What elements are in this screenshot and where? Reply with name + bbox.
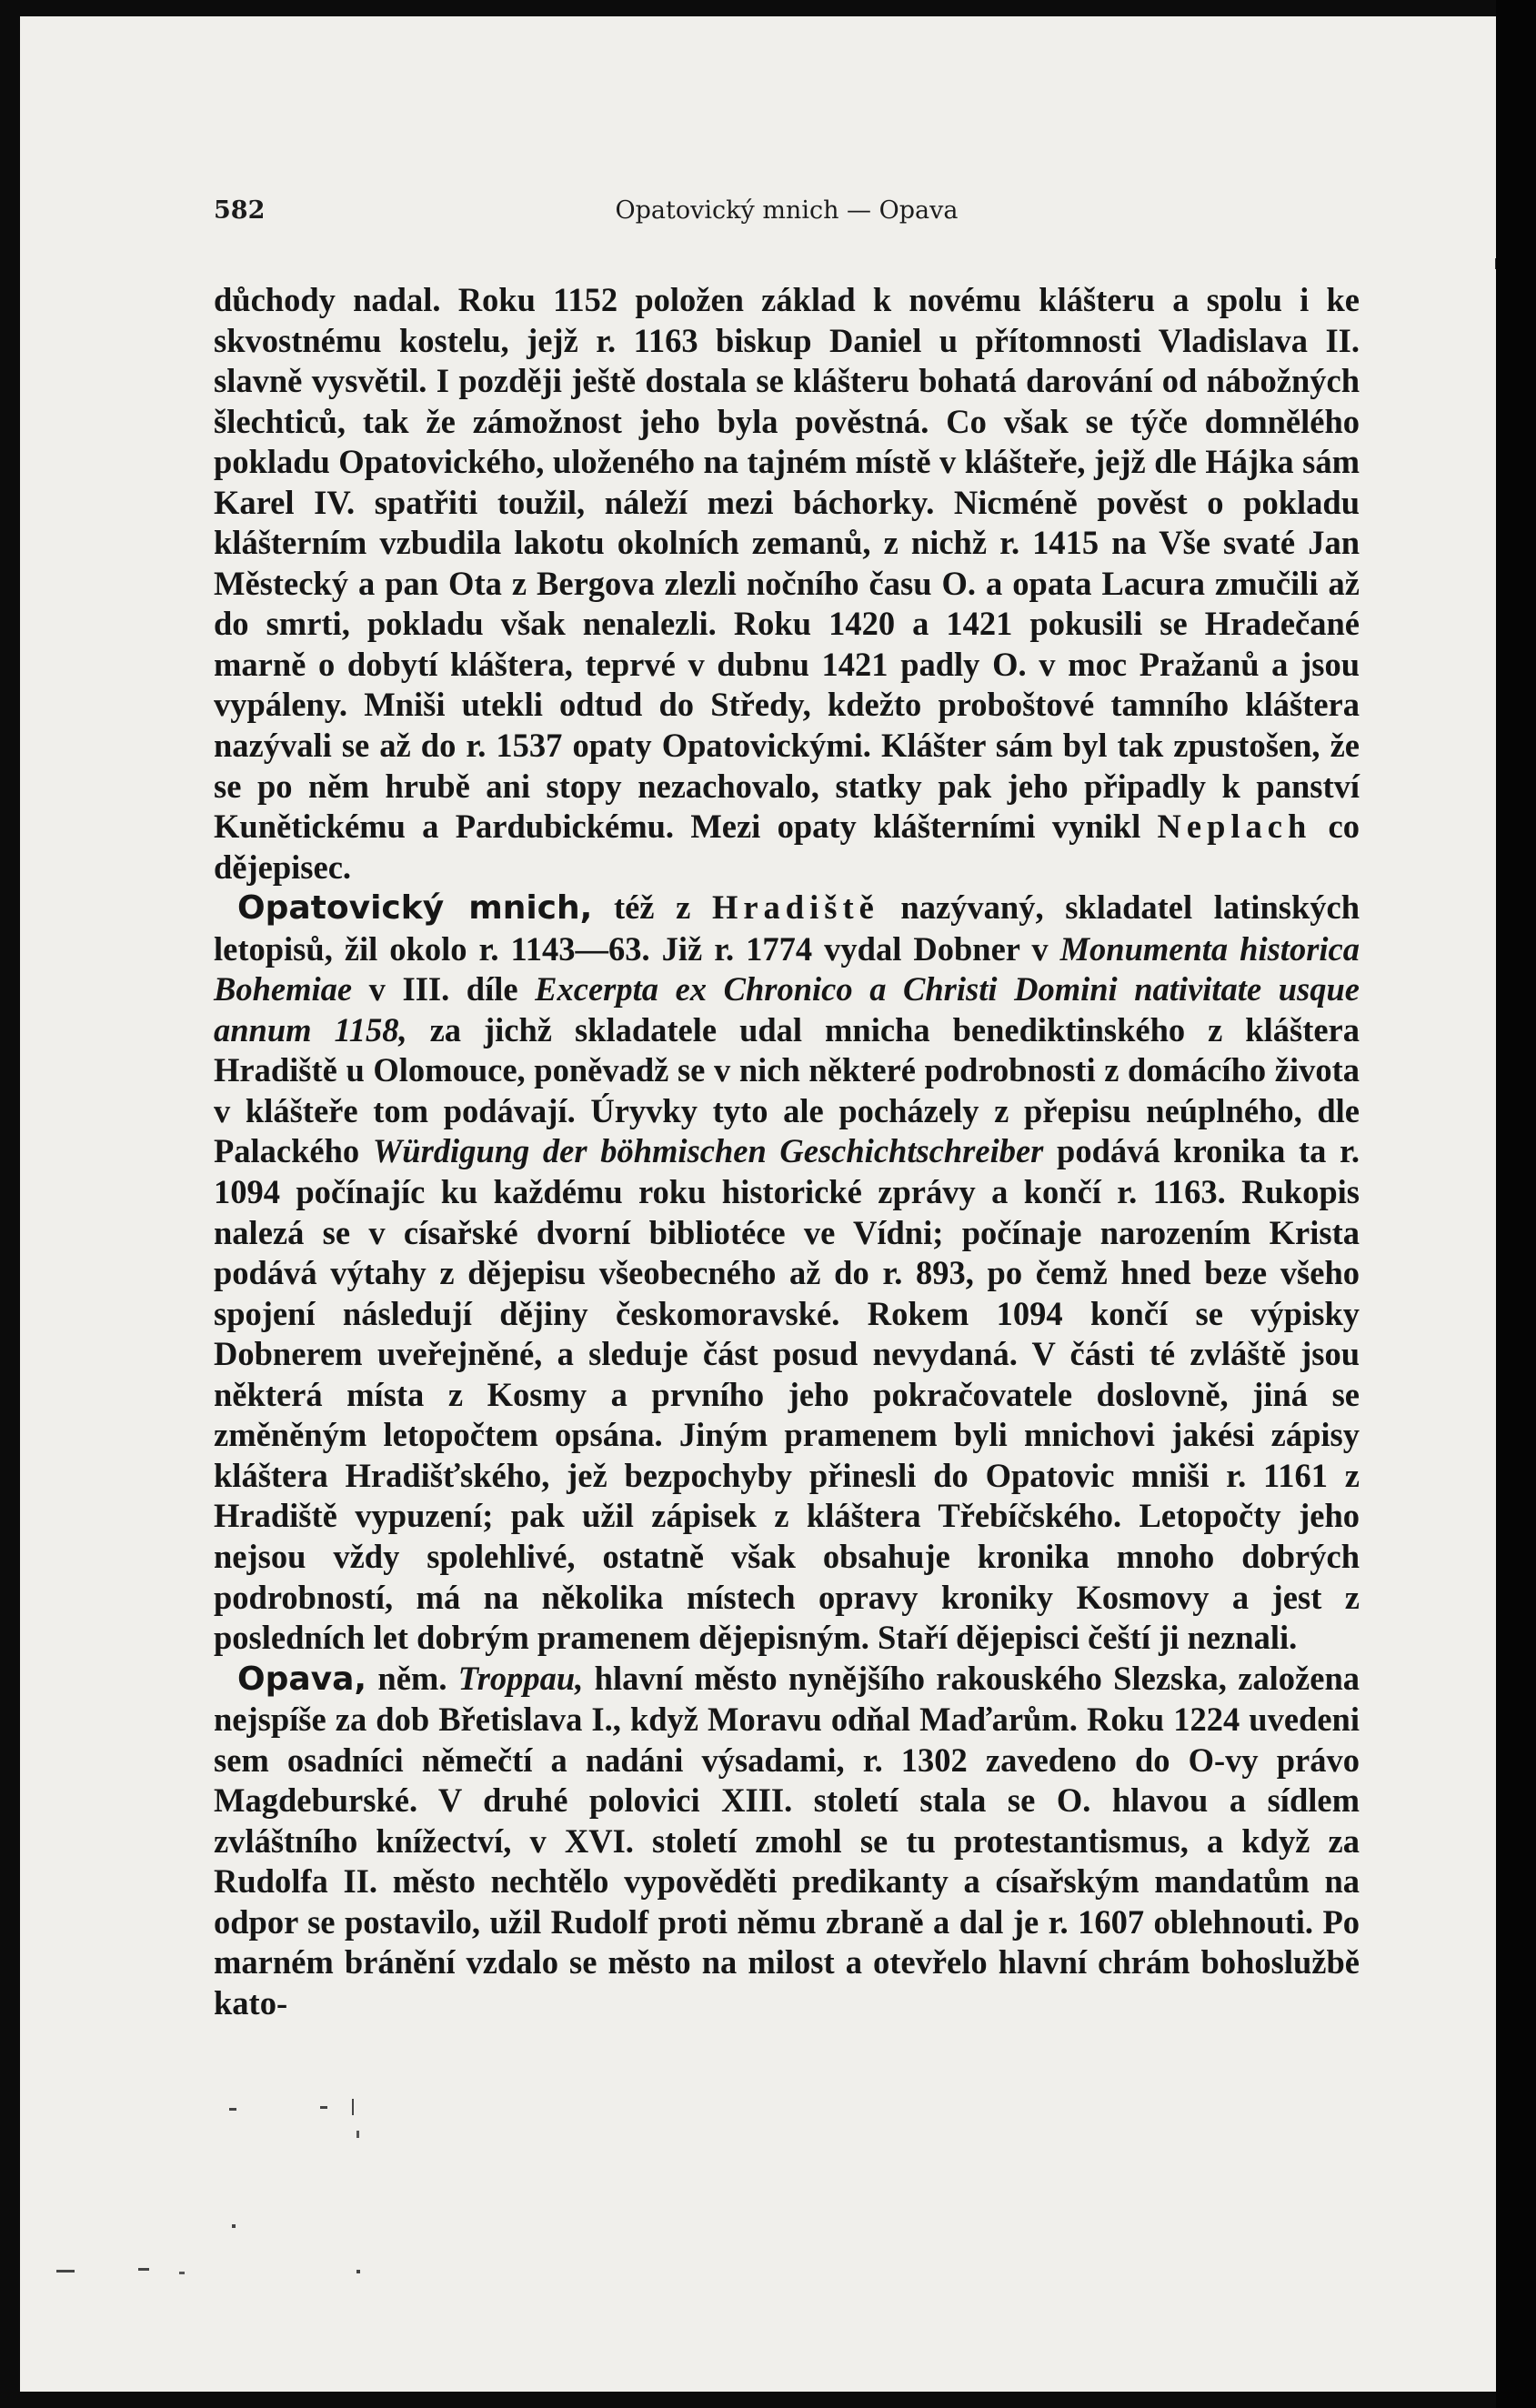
- entry-text: v III. díle: [352, 970, 536, 1008]
- paragraph-continuation: [214, 280, 1360, 888]
- running-title: Opatovický mnich — Opava: [615, 196, 959, 225]
- main-text: [214, 280, 1360, 2024]
- paragraph-text: důchody nadal. Roku 1152 položen základ k novému klášteru a spolu i ke skvostnému kostelu, jejž r. 1163 biskup Daniel u přítomnosti Vladislava II. slavně vysvětil. I později ještě dostala se klášteru bohatá darování od nábožných šlechticů, tak že zámožnost jeho byla pověstná. Co však se týče domnělého pokladu Opatovického, uloženého na tajném místě v klášteře, jejž dle Hájka sám Karel IV. spatřiti toužil, náleží mezi báchorky. Nicméně pověst o pokladu klášterním vzbudila lakotu okolních zemanů, z nichž r. 1415 na Vše svaté Jan Městecký a pan Ota z Bergova zlezli nočního času O. a opata Lacura zmučili až do smrti, pokladu však nenalezli. Roku 1420 a 1421 pokusili se Hradečané marně o dobytí kláštera, teprvé v dubnu 1421 padly O. v moc Pražanů a jsou vypáleny. Mniši utekli odtud do Středy, kdežto proboštové tamního kláštera nazývali se až do r. 1537 opaty Opatovickými. Klášter sám byl tak zpustošen, že se po něm hrubě ani stopy nezachovalo, statky pak jeho připadly k panství Kunětickému a Pardubickému. Mezi opaty klášterními vynikl: [214, 281, 1360, 846]
- entry-text: něm.: [366, 1659, 458, 1697]
- work-title: Monumenta historica Bohemiae: [214, 929, 1360, 1008]
- scan-border: [1496, 0, 1536, 2408]
- german-name: Troppau,: [457, 1659, 584, 1697]
- paragraph-tail: co dějepisec.: [214, 808, 1360, 886]
- entry-text: též z: [592, 888, 712, 927]
- entry-text: za jichž skladatele udal mnicha benediktinského z kláštera Hradiště u Olomouce, poněvadž se v nich některé podrobnosti z domácího života v klášteře tom podávají. Úryvky tyto ale pocházely z přepisu neúplného, dle Palackého: [214, 1010, 1360, 1170]
- entry-text: hlavní město nynějšího rakouského Slezska, založena nejspíše za dob Břetislava I., když Moravu odňal Maďarům. Roku 1224 uvedeni sem osadníci němečtí a nadáni výsadami, r. 1302 zavedeno do O-vy právo Magdeburské. V druhé polovici XIII. století stala se O. hlavou a sídlem zvláštního knížectví, v XVI. století zmohl se tu protestantismus, a když za Rudolfa II. město nechtělo vypověděti predikanty a císařským mandatům na odpor se postavilo, užil Rudolf proti němu zbraně a dal je r. 1607 oblehnouti. Po marném bránění vzdalo se město na milost a otevřelo hlavní chrám bohoslužbě kato-: [214, 1659, 1360, 2022]
- entry-text: nazývaný, skladatel latinských letopisů, žil okolo r. 1143—63. Již r. 1774 vydal Dobner v: [214, 888, 1360, 968]
- entry-text: podává kronika ta r. 1094 počínajíc ku každému roku historické zprávy a končí r. 1163. Rukopis nalezá se v císařské dvorní bibliotéce ve Vídni; počínaje narozením Krista podává výtahy z dějepisu všeobecného až do r. 893, po čemž hned beze všeho spojení následují dějiny českomoravské. Rokem 1094 končí se výpisky Dobnerem uveřejněné, a sleduje část posud nevydaná. V části té zvláště jsou některá místa z Kosmy a prvního jeho pokračovatele doslovně, jiná se změněným letopočtem opsána. Jiným pramenem byli mnichovi jakési zápisy kláštera Hradišťského, jež bezpochyby přinesli do Opatovic mniši r. 1161 z Hradiště vypuzení; pak užil zápisek z kláštera Třebíčského. Letopočty jeho nejsou vždy spolehlivé, ostatně však obsahuje kronika mnoho dobrých podrobností, má na několika místech opravy kroniky Kosmovy a jest z posledních let dobrým pramenem dějepisným. Staří dějepisci čeští ji neznali.: [214, 1132, 1360, 1657]
- spaced-name: Hradiště: [711, 888, 879, 927]
- headword: Opava,: [237, 1660, 367, 1698]
- page-header: [214, 196, 1360, 233]
- entry-opatovicky-mnich: [214, 888, 1360, 1658]
- work-title: Würdigung der böhmischen Geschichtschreiber: [372, 1132, 1044, 1170]
- entry-opava: [214, 1659, 1360, 2024]
- spaced-name: Neplach: [1157, 808, 1312, 846]
- book-page: [20, 16, 1496, 2392]
- work-title: Excerpta ex Chronico a Christi Domini nativitate usque annum 1158,: [214, 970, 1360, 1048]
- page-number: 582: [214, 196, 266, 225]
- headword: Opatovický mnich,: [237, 889, 593, 928]
